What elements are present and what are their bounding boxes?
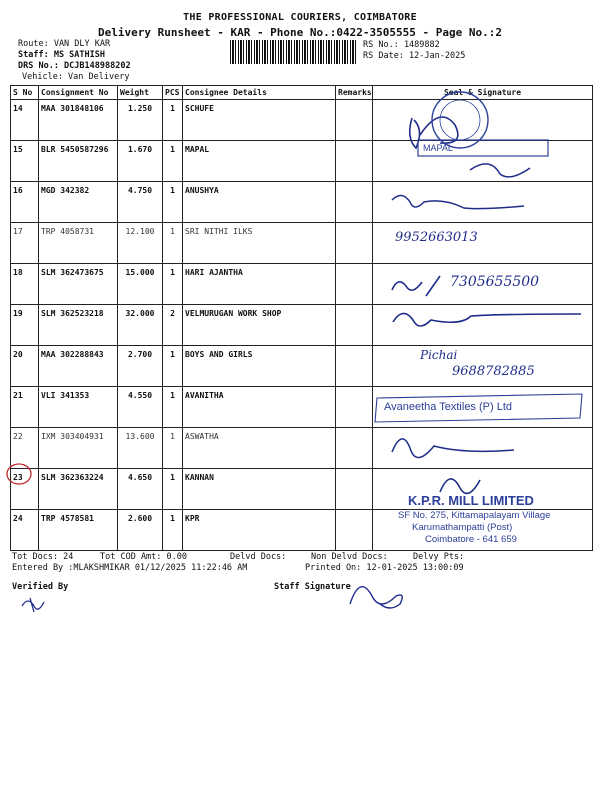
cell-weight: 2.700	[118, 346, 163, 387]
rs-number: RS No.: 1489882	[363, 40, 440, 50]
cell-consignee: ANUSHYA	[183, 182, 336, 223]
cell-sno: 14	[11, 100, 39, 141]
handwritten-phone-18: 7305655500	[450, 274, 540, 290]
col-pcs: PCS	[163, 86, 183, 100]
cell-cons: MAA 301848106	[39, 100, 118, 141]
drs-label: DRS No.: DCJB148988202	[18, 61, 131, 71]
cell-weight: 4.750	[118, 182, 163, 223]
cell-cons: TRP 4058731	[39, 223, 118, 264]
vehicle-label: Vehicle: Van Delivery	[22, 72, 130, 82]
cell-weight: 32.000	[118, 305, 163, 346]
cell-consignee: AVANITHA	[183, 387, 336, 428]
cell-cons: IXM 303404931	[39, 428, 118, 469]
cell-weight: 15.000	[118, 264, 163, 305]
cell-sno: 21	[11, 387, 39, 428]
cell-consignee: BOYS AND GIRLS	[183, 346, 336, 387]
col-weight: Weight	[118, 86, 163, 100]
delivered-docs: Delvd Docs:	[230, 552, 287, 562]
cell-sno: 15	[11, 141, 39, 182]
cell-cons: SLM 362523218	[39, 305, 118, 346]
delivery-points: Delvy Pts:	[413, 552, 465, 562]
col-seal: Seal & Signature	[373, 86, 593, 100]
mapal-stamp: MAPAL	[423, 143, 453, 153]
kpr-stamp-address-3: Coimbatore - 641 659	[425, 534, 517, 545]
non-delivered-docs: Non Delvd Docs:	[311, 552, 388, 562]
verified-by-label: Verified By	[12, 582, 69, 592]
cell-consignee: KANNAN	[183, 469, 336, 510]
cell-pcs: 1	[163, 223, 183, 264]
cell-cons: MAA 302288843	[39, 346, 118, 387]
cell-pcs: 1	[163, 346, 183, 387]
cell-weight: 12.100	[118, 223, 163, 264]
cell-weight: 13.600	[118, 428, 163, 469]
cell-weight: 1.250	[118, 100, 163, 141]
cell-cons: SLM 362363224	[39, 469, 118, 510]
avaneetha-stamp: Avaneetha Textiles (P) Ltd	[384, 401, 513, 413]
cell-pcs: 1	[163, 141, 183, 182]
cell-pcs: 1	[163, 510, 183, 551]
kpr-stamp-address-2: Karumathampatti (Post)	[412, 522, 513, 533]
staff-signature-label: Staff Signature	[274, 582, 351, 592]
cell-consignee: HARI AJANTHA	[183, 264, 336, 305]
cell-weight: 1.670	[118, 141, 163, 182]
printed-on: Printed On: 12-01-2025 13:00:09	[305, 563, 464, 573]
cell-pcs: 1	[163, 387, 183, 428]
cell-pcs: 1	[163, 428, 183, 469]
handwritten-name-20: Pichai	[420, 348, 458, 362]
cell-pcs: 1	[163, 469, 183, 510]
runsheet-title: Delivery Runsheet - KAR - Phone No.:0422-3505555 - Page No.:2	[98, 26, 502, 39]
route-label: Route: VAN DLY KAR	[18, 39, 111, 49]
cell-pcs: 1	[163, 264, 183, 305]
rs-date: RS Date: 12-Jan-2025	[363, 51, 466, 61]
col-sno: S No	[11, 86, 39, 100]
cell-sno: 18	[11, 264, 39, 305]
cell-sno: 19	[11, 305, 39, 346]
company-name: THE PROFESSIONAL COURIERS, COIMBATORE	[183, 12, 417, 23]
cell-sno: 20	[11, 346, 39, 387]
cell-cons: MGD 342382	[39, 182, 118, 223]
cell-cons: BLR 5450587296	[39, 141, 118, 182]
cell-sno: 22	[11, 428, 39, 469]
kpr-stamp-name: K.P.R. MILL LIMITED	[408, 493, 534, 508]
total-cod: Tot COD Amt: 0.00	[100, 552, 187, 562]
cell-weight: 2.600	[118, 510, 163, 551]
cell-pcs: 1	[163, 100, 183, 141]
cell-cons: VLI 341353	[39, 387, 118, 428]
cell-sno: 24	[11, 510, 39, 551]
cell-sno: 17	[11, 223, 39, 264]
handwritten-phone-20: 9688782885	[452, 364, 535, 379]
cell-pcs: 2	[163, 305, 183, 346]
cell-consignee: MAPAL	[183, 141, 336, 182]
col-consignee: Consignee Details	[183, 86, 336, 100]
col-consignment: Consignment No	[39, 86, 118, 100]
handwritten-phone-17: 9952663013	[395, 230, 478, 245]
cell-cons: TRP 4578581	[39, 510, 118, 551]
cell-consignee: SCHUFE	[183, 100, 336, 141]
cell-consignee: KPR	[183, 510, 336, 551]
cell-pcs: 1	[163, 182, 183, 223]
kpr-stamp-address-1: SF No. 275, Kittamapalayam Village	[398, 510, 551, 521]
staff-label: Staff: MS SATHISH	[18, 50, 105, 60]
cell-consignee: VELMURUGAN WORK SHOP	[183, 305, 336, 346]
cell-cons: SLM 362473675	[39, 264, 118, 305]
entered-by: Entered By :MLAKSHMIKAR 01/12/2025 11:22:46 AM	[12, 563, 248, 573]
cell-sno: 23	[11, 469, 39, 510]
total-docs: Tot Docs: 24	[12, 552, 74, 562]
cell-sno: 16	[11, 182, 39, 223]
cell-weight: 4.550	[118, 387, 163, 428]
cell-consignee: ASWATHA	[183, 428, 336, 469]
cell-consignee: SRI NITHI ILKS	[183, 223, 336, 264]
cell-weight: 4.650	[118, 469, 163, 510]
col-remarks: Remarks	[336, 86, 373, 100]
